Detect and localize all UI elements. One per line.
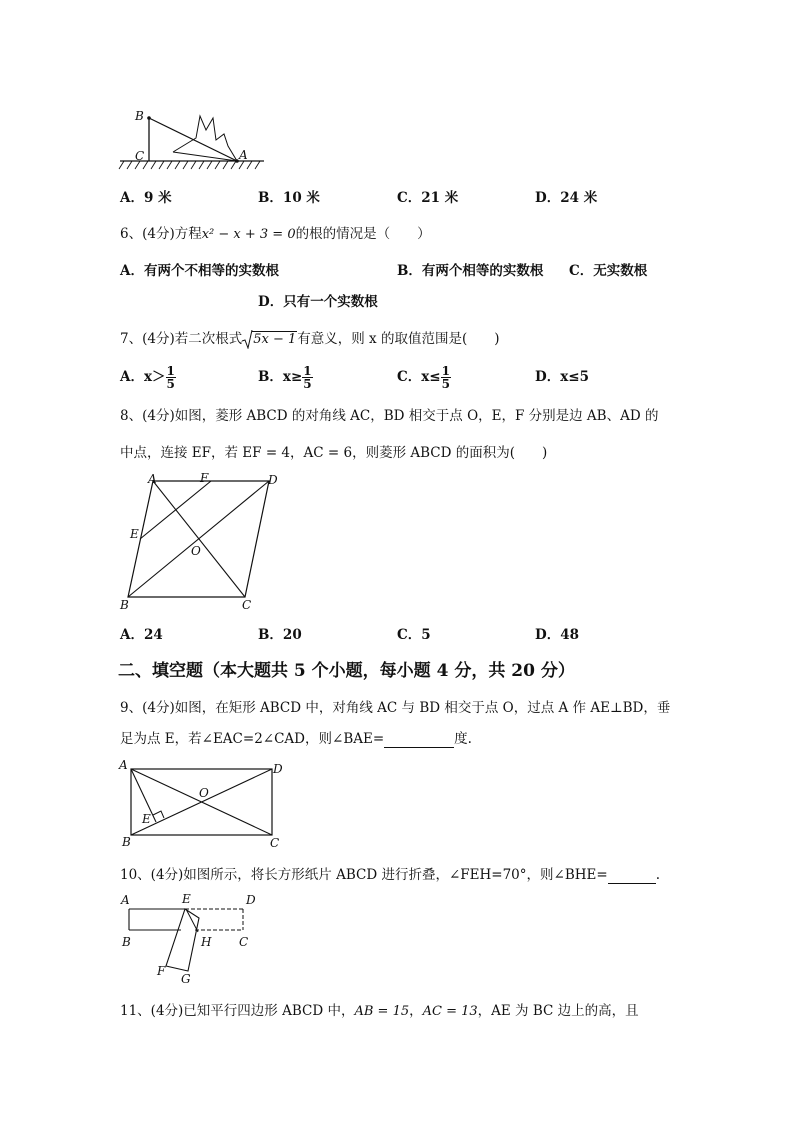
q5-label-b: B	[135, 109, 144, 123]
q8-label-a: A	[148, 472, 157, 486]
q9-label-c: C	[270, 836, 280, 849]
q9-answer-blank[interactable]	[384, 731, 454, 748]
section-2-heading: 二、填空题（本大题共 5 个小题，每小题 4 分，共 20 分）	[118, 661, 575, 681]
q6-option-b: B．有两个相等的实数根	[397, 263, 544, 279]
q7-radical	[242, 331, 297, 347]
q10-stem: 10、(4分)如图所示，将长方形纸片 ABCD 进行折叠，∠FEH=70°，则∠BHE= .	[120, 867, 660, 883]
q8-label-c: C	[242, 598, 252, 612]
q5-option-a: A．9 米	[120, 190, 172, 206]
q5-option-c: C．21 米	[397, 190, 459, 206]
q6-stem: 6、(4分)方程x² − x + 3 = 0的根的情况是（ ）	[120, 226, 431, 242]
q5-option-d: D．24 米	[535, 190, 598, 206]
q10-label-d: D	[246, 893, 256, 907]
q11-stem: 11、(4分)已知平行四边形 ABCD 中，AB = 15，AC = 13，AE 为 BC 边上的高，且	[120, 1003, 639, 1019]
q9-figure	[115, 757, 295, 849]
q9-label-d: D	[273, 762, 283, 776]
q8-stem-line1: 8、(4分)如图，菱形 ABCD 的对角线 AC，BD 相交于点 O，E，F 分别是边 AB、AD 的	[120, 408, 659, 424]
q10-label-h: H	[201, 935, 212, 949]
q8-label-e: E	[130, 527, 139, 541]
q8-figure	[112, 470, 292, 615]
q9-label-e: E	[142, 812, 151, 826]
q8-option-a: A．24	[120, 627, 163, 643]
q10-label-c: C	[239, 935, 249, 949]
q10-label-g: G	[181, 972, 191, 986]
q5-label-c: C	[135, 149, 145, 163]
q9-label-a: A	[119, 758, 128, 772]
q7-radicand: 5x − 1	[253, 332, 297, 347]
q9-label-b: B	[122, 835, 131, 849]
q8-option-d: D．48	[535, 627, 580, 643]
q9-label-o: O	[199, 786, 209, 800]
q9-stem-line1: 9、(4分)如图，在矩形 ABCD 中，对角线 AC 与 BD 相交于点 O，过点 A 作 AE⊥BD，垂	[120, 700, 671, 716]
q8-option-c: C．5	[397, 627, 431, 643]
q8-label-o: O	[191, 544, 201, 558]
q6-equation: x² − x + 3 = 0	[201, 227, 296, 242]
q7-stem: 7、(4分)若二次根式 5x − 1有意义，则 x 的取值范围是( )	[120, 331, 500, 347]
q5-label-a: A	[239, 148, 248, 162]
q10-answer-blank[interactable]	[608, 867, 656, 884]
q7-option-c: C．x≤ $\frac{1}{5}$	[397, 364, 450, 391]
q8-label-d: D	[268, 473, 278, 487]
q11-eq-ac: AC = 13	[422, 1004, 478, 1019]
q7-option-d: D．x≤5	[535, 369, 589, 385]
q9-stem-line2: 足为点 E，若∠EAC=2∠CAD，则∠BAE= 度.	[120, 731, 472, 747]
q10-figure	[115, 888, 265, 988]
q11-eq-ab: AB = 15	[354, 1004, 410, 1019]
q7-option-b: B．x≥ $\frac{1}{5}$	[258, 364, 312, 391]
q8-option-b: B．20	[258, 627, 302, 643]
q5-figure	[118, 104, 268, 174]
q8-label-f: F	[200, 471, 209, 485]
q6-option-d: D．只有一个实数根	[258, 294, 378, 310]
q10-label-b: B	[122, 935, 131, 949]
q10-label-a: A	[121, 893, 130, 907]
q8-label-b: B	[120, 598, 129, 612]
q10-label-e: E	[182, 892, 191, 906]
q6-option-c: C．无实数根	[569, 263, 648, 279]
q7-option-a: A．x＞ $\frac{1}{5}$	[120, 364, 175, 391]
q10-label-f: F	[157, 964, 166, 978]
q8-stem-line2: 中点，连接 EF，若 EF = 4，AC = 6，则菱形 ABCD 的面积为( )	[120, 445, 548, 461]
q6-option-a: A．有两个不相等的实数根	[120, 263, 279, 279]
q5-option-b: B．10 米	[258, 190, 320, 206]
